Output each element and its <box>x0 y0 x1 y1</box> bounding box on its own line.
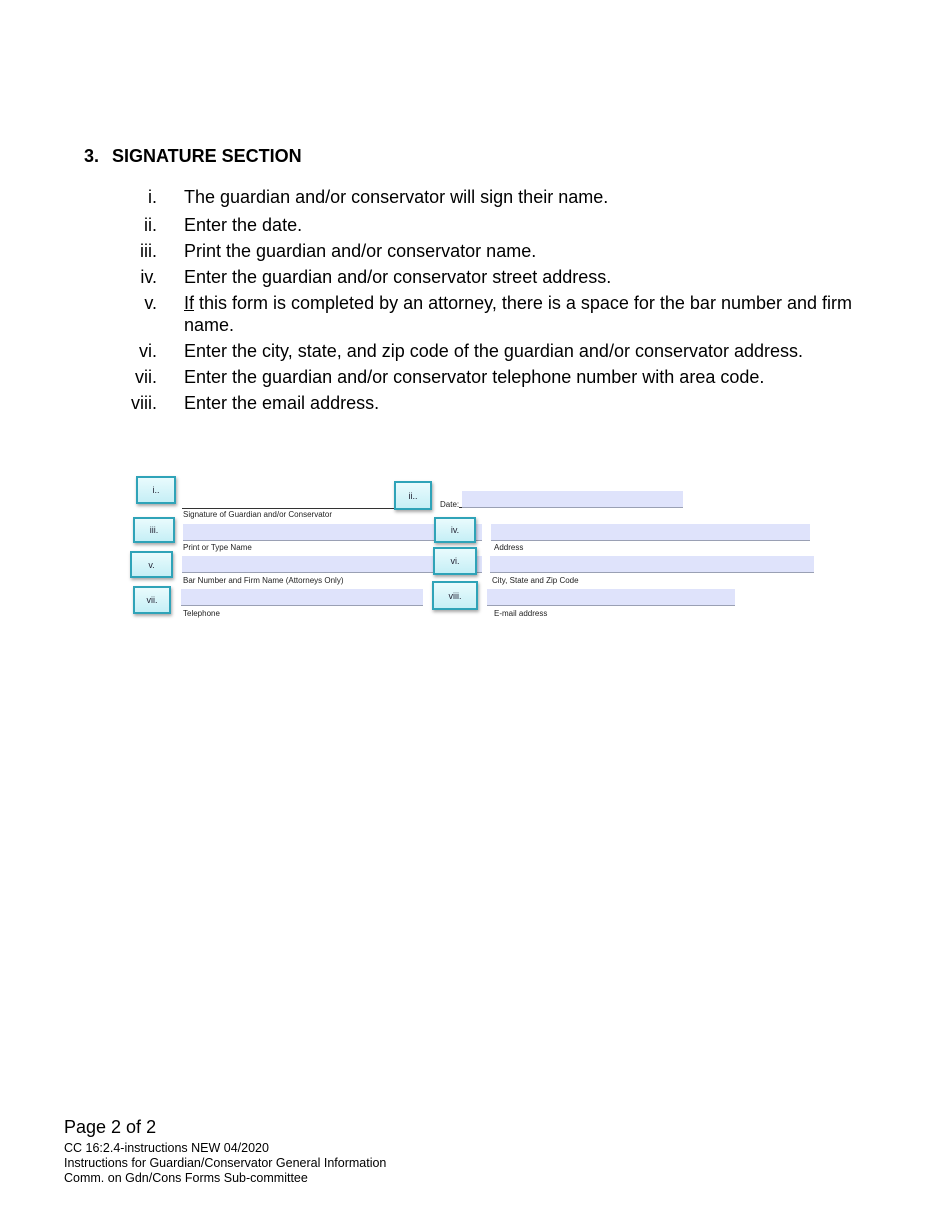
instruction-number: vii. <box>135 367 157 387</box>
telephone-field <box>181 589 423 606</box>
callout-email: viii. <box>432 581 478 610</box>
instruction-item <box>100 292 860 338</box>
instruction-underlined-word: If <box>184 293 195 313</box>
instruction-text: Enter the email address. <box>184 393 380 413</box>
bar-number-label: Bar Number and Firm Name (Attorneys Only) <box>183 576 344 585</box>
instruction-number: viii. <box>131 393 157 413</box>
callout-date: ii.. <box>394 481 432 510</box>
instruction-number: i. <box>148 187 157 207</box>
address-field <box>491 524 810 541</box>
telephone-label: Telephone <box>183 609 220 618</box>
date-label: Date: <box>440 500 460 509</box>
instruction-text: Enter the city, state, and zip code of the guardian and/or conservator address. <box>184 341 804 361</box>
instruction-text: Print the guardian and/or conservator name. <box>184 241 537 261</box>
city-state-zip-label: City, State and Zip Code <box>492 576 579 585</box>
callout-bar-number: v. <box>130 551 173 578</box>
address-label: Address <box>494 543 524 552</box>
instruction-text: The guardian and/or conservator will sign their name. <box>184 187 609 207</box>
signature-label: Signature of Guardian and/or Conservator <box>183 510 332 519</box>
instruction-text: Enter the date. <box>184 215 303 235</box>
callout-address: iv. <box>434 517 476 543</box>
instruction-number: ii. <box>144 215 157 235</box>
instruction-number: iv. <box>140 267 157 287</box>
footer-title: Instructions for Guardian/Conservator General Information <box>64 1156 387 1170</box>
signature-line <box>182 507 404 509</box>
footer-form-id: CC 16:2.4-instructions NEW 04/2020 <box>64 1141 269 1155</box>
callout-telephone: vii. <box>133 586 171 614</box>
email-label: E-mail address <box>494 609 548 618</box>
instruction-number: v. <box>144 293 157 313</box>
instruction-number: vi. <box>139 341 157 361</box>
print-name-label: Print or Type Name <box>183 543 252 552</box>
city-state-zip-field <box>490 556 814 573</box>
section-number: 3. <box>84 146 100 166</box>
footer-committee: Comm. on Gdn/Cons Forms Sub-committee <box>64 1171 308 1185</box>
section-heading <box>84 146 302 167</box>
date-field <box>462 491 683 508</box>
footer-page-number: Page 2 of 2 <box>64 1117 157 1137</box>
instruction-text: Enter the guardian and/or conservator telephone number with area code. <box>184 367 765 387</box>
instruction-text: Enter the guardian and/or conservator street address. <box>184 267 612 287</box>
instruction-number: iii. <box>140 241 157 261</box>
callout-city-state-zip: vi. <box>433 547 477 575</box>
callout-signature: i.. <box>136 476 176 504</box>
section-title: SIGNATURE SECTION <box>112 146 302 166</box>
callout-print-name: iii. <box>133 517 175 543</box>
instruction-text-rest: this form is completed by an attorney, there is a space for the bar number and firm name. <box>184 293 852 335</box>
instruction-text <box>184 292 854 336</box>
email-field <box>487 589 735 606</box>
